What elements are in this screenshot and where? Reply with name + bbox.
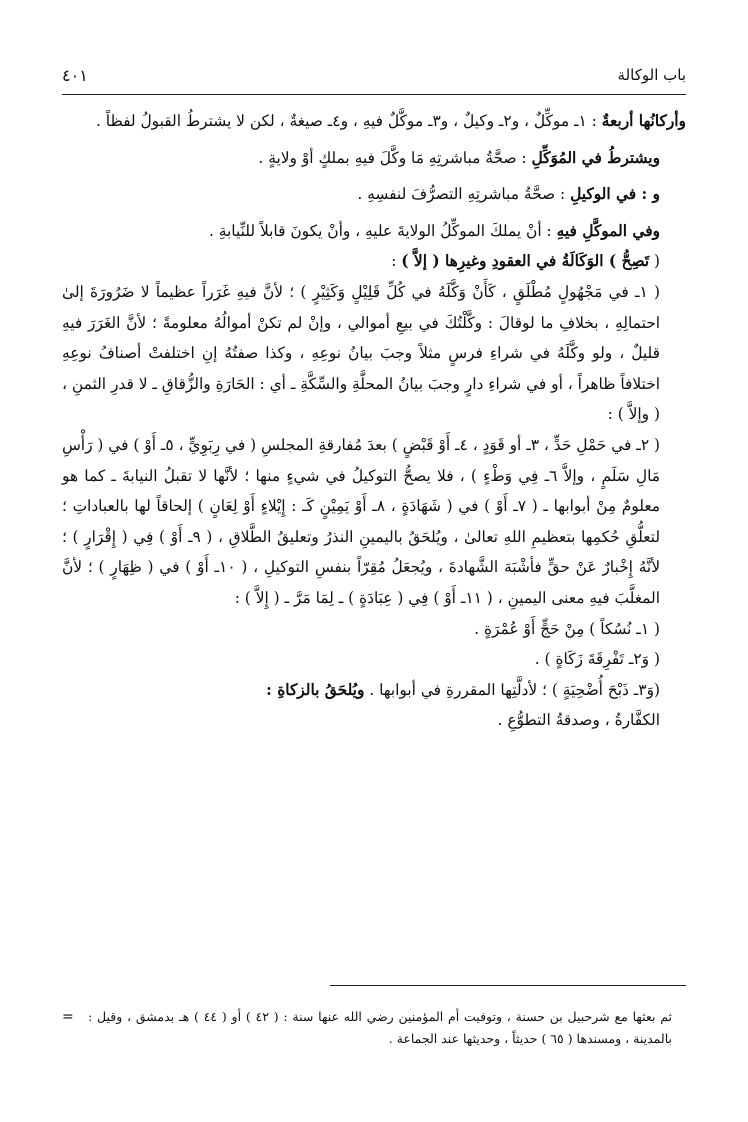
pillars-heading: وأركانُها أربعةٌ (601, 112, 686, 130)
principal-text: : صحَّةُ مباشرتِهِ مَا وكَّلَ فيهِ بملكٍ أوْ ولايةٍ . (258, 148, 532, 167)
footnote-text: ثم بعثها مع شرحبيل بن حسنة ، وتوفيت أم المؤمنين رضي الله عنها سنة : ( ٤٢ ) أو ( ٤٤ ) هـ بدمشق ، وقيل : بالمدينة ، ومسندها ( ٦٥ ) حديثاً ، وحديثها عند الجماعة . (88, 1009, 673, 1046)
list-item-sacrifice (62, 675, 686, 706)
paragraph-pillars (62, 106, 686, 137)
zakat-attachment-heading: ويُلحَقُ بالزكاةِ : (266, 680, 365, 699)
page-number: ٤٠١ (62, 66, 88, 85)
footnote-area (62, 1006, 686, 1050)
list-item-rites: ( ١ـ نُسُكاً ) مِنْ حَجٍّ أَوْ عُمْرَةٍ . (474, 619, 660, 638)
footnote-continuation-marker: = (62, 1009, 74, 1025)
page-header (62, 62, 686, 92)
pillars-text: : ١ـ موكِّلٌ ، و٢ـ وكيلٌ ، و٣ـ موكَّلٌ فيهِ ، و٤ـ صيغةٌ ، لكن لا يشترطُ القبولُ لفظاً . (96, 112, 602, 130)
agent-text: : صحَّةُ مباشرتِهِ التصرُّفَ لنفسِهِ . (357, 185, 571, 204)
validity-close: : (391, 252, 402, 271)
paragraph-agent-condition (62, 179, 686, 210)
validity-open: ( (649, 252, 660, 271)
list-item-zakat: ( وَ٢ـ تَفْرِقَةَ زَكَاةٍ ) . (534, 650, 660, 669)
footnote-rule (330, 985, 686, 986)
main-text (62, 106, 686, 736)
sacrifice-text: (وَ٣ـ ذَبْحَ أُضْحِيَةٍ ) ؛ لأدلَّتِها المقررةِ في أبوابها . (364, 680, 660, 699)
subject-text: : أنْ يملكَ الموكِّلُ الولايةَ عليهِ ، وأنْ يكونَ قابلاً للنِّيابةِ . (208, 221, 557, 240)
validity-heading: تَصِحُّ ) الوَكَالَةُ في العقودِ وغيرِها ( إلاَّ ) (401, 252, 650, 271)
paragraph-expiation: الكفَّارةُ ، وصدقةُ التطوُّعِ . (497, 711, 660, 730)
chapter-title: باب الوكالة (617, 66, 686, 84)
paragraph-exception-1: ( ١ـ في مَجْهُولٍ مُطْلَقٍ ، كَأَنْ وَكَّلَهُ في كُلِّ قَلِيْلٍ وَكَثِيْرٍ ) ؛ لأنَّ فيهِ غَرَراً عظيماً لا ضَرُورَةَ إلىٰ احتمالِهِ ، بخلافِ ما لوقالَ : وكَّلْتُكَ في بيعِ أموالي ، وإنْ لم تكنْ أموالُهُ معلومةً ؛ لأنَّ الغَرَرَ فيهِ قليلٌ ، ولو وكَّلَهُ في شراءِ فرسٍ مثلاً وجبَ بيانُ نوعِهِ ، وكذا صفتُهُ إنِ اختلفتْ أصنافُ نوعِهِ اختلافاً ظاهراً ، أو في شراءِ دارٍ وجبَ بيانُ المحلَّةِ والسِّكَّةِ ـ أي : الحَارَةِ والزُّقاقِ ـ لا قدرِ الثمنِ ، ( وإلاَّ ) : (62, 282, 660, 424)
header-rule (62, 94, 686, 95)
paragraph-validity (62, 246, 686, 277)
subject-heading: وفي الموكَّلِ فيهِ (556, 221, 660, 240)
paragraph-exceptions-2-11: ( ٢ـ في حَمْلِ حَدٍّ ، ٣ـ أو قَوَدٍ ، ٤ـ أَوْ قَبْضٍ ) بعدَ مُفارقةِ المجلسِ ( في رِبَوِيٍّ ، ٥ـ أَوْ ) في ( رَأْسِ مَالِ سَلَمٍ ، وإلاَّ ٦ـ فِي وَطْءٍ ) ، فلا يصحُّ التوكيلُ في شيءٍ منها ؛ لأنَّها لا تقبلُ النيابةَ ـ كما هو معلومٌ مِنْ أبوابها ـ ( ٧ـ أَوْ ) في ( شَهَادَةٍ ، ٨ـ أَوْ يَمِيْنٍ كَـ : إِيْلاءٍ أَوْ لِعَانٍ ) إلحاقاً لها بالعباداتِ ؛ لتعلُّقِ حُكمِها بتعظيمِ اللهِ تعالىٰ ، ويُلحَقُ باليمينِ النذرُ وتعليقُ الطَّلاقِ ، ( ٩ـ أَوْ ) فِي ( إِقْرَارٍ ) ؛ لأنَّهُ إِخْبارٌ عَنْ حقٍّ فأشْبَهَ الشَّهادةَ ، ويُجعَلُ مُقِرّاً بنفسِ التوكيلِ ، ( ١٠ـ أَوْ ) في ( ظِهَارٍ ) ؛ لأنَّ المغلَّبَ فيهِ معنى اليمينِ ، ( ١١ـ أَوْ ) فِي ( عِبَادَةٍ ) ـ لِمَا مَرَّ ـ ( إِلاَّ ) : (62, 435, 661, 607)
paragraph-principal-condition (62, 143, 686, 174)
principal-heading: ويشترطُ في المُوَكِّلِ (531, 148, 660, 167)
paragraph-subject-condition (62, 216, 686, 247)
agent-heading: و : في الوكيلِ (570, 185, 660, 204)
